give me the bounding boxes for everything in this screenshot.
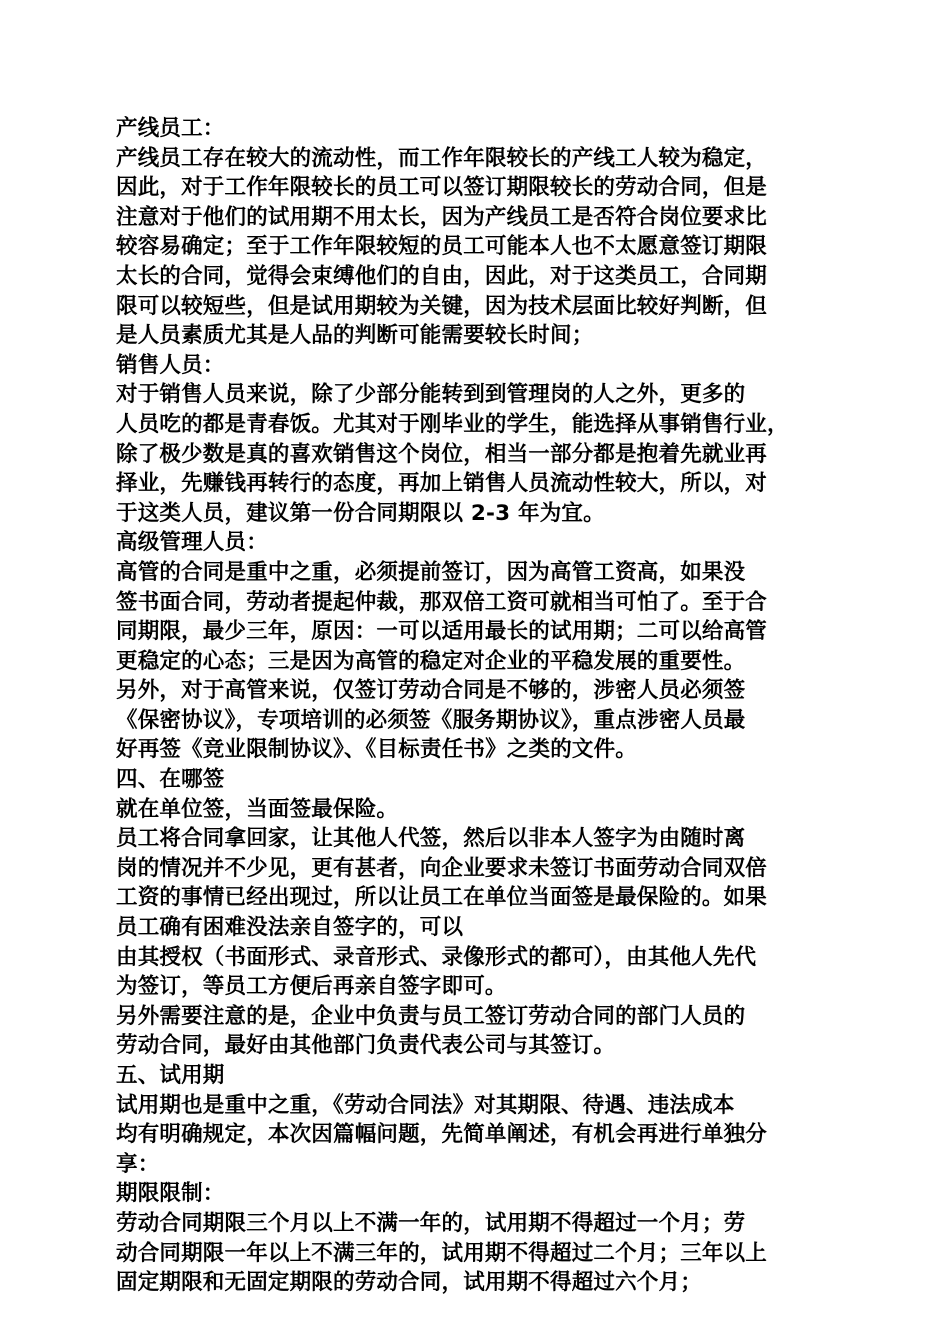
text-line: 产线员工： xyxy=(116,116,225,141)
text-line: 另外需要注意的是，企业中负责与员工签订劳动合同的部门人员的 xyxy=(116,1003,746,1029)
text-line: 五、试用期 xyxy=(116,1063,225,1088)
text-line: 择业，先赚钱再转行的态度，再加上销售人员流动性较大，所以，对 xyxy=(116,471,768,497)
text-line: 因此，对于工作年限较长的员工可以签订期限较长的劳动合同，但是 xyxy=(116,175,768,201)
text-line: 对于销售人员来说，除了少部分能转到到管理岗的人之外，更多的 xyxy=(116,382,746,408)
text-line: 产线员工存在较大的流动性，而工作年限较长的产线工人较为稳定， xyxy=(116,145,768,171)
text-line: 员工确有困难没法亲自签字的，可以 xyxy=(116,915,464,941)
text-line: 期限限制： xyxy=(116,1181,225,1207)
text-line: 动合同期限一年以上不满三年的，试用期不得超过二个月；三年以上 xyxy=(116,1240,768,1266)
text-line: 高管的合同是重中之重，必须提前签订，因为高管工资高，如果没 xyxy=(116,559,746,585)
text-line: 员工将合同拿回家，让其他人代签，然后以非本人签字为由随时离 xyxy=(116,826,746,852)
text-line: 享： xyxy=(116,1151,160,1177)
text-line: 试用期也是重中之重，《劳动合同法》对其期限、待遇、违法成本 xyxy=(116,1092,735,1118)
text-line: 是人员素质尤其是人品的判断可能需要较长时间； xyxy=(116,323,594,349)
text-line: 同期限，最少三年，原因：一可以适用最长的试用期；二可以给高管 xyxy=(116,619,768,645)
text-line: 为签订，等员工方便后再亲自签字即可。 xyxy=(116,974,507,1000)
text-line: 《保密协议》，专项培训的必须签《服务期协议》，重点涉密人员最 xyxy=(116,707,746,733)
text-line: 于这类人员，建议第一份合同期限以 2-3 年为宜。 xyxy=(116,500,605,526)
text-line: 太长的合同，觉得会束缚他们的自由，因此，对于这类员工，合同期 xyxy=(116,263,768,289)
text-line: 除了极少数是真的喜欢销售这个岗位，相当一部分都是抱着先就业再 xyxy=(116,441,768,467)
text-line: 岗的情况并不少见，更有甚者，向企业要求未签订书面劳动合同双倍 xyxy=(116,855,768,881)
text-line: 限可以较短些，但是试用期较为关键，因为技术层面比较好判断，但 xyxy=(116,293,768,319)
text-line: 销售人员： xyxy=(116,352,225,378)
text-line: 由其授权（书面形式、录音形式、录像形式的都可），由其他人先代 xyxy=(116,944,757,970)
text-line: 较容易确定；至于工作年限较短的员工可能本人也不太愿意签订期限 xyxy=(116,234,768,260)
text-line: 注意对于他们的试用期不用太长，因为产线员工是否符合岗位要求比 xyxy=(116,204,768,230)
text-line: 更稳定的心态；三是因为高管的稳定对企业的平稳发展的重要性。 xyxy=(116,648,746,674)
text-line: 均有明确规定，本次因篇幅问题，先简单阐述，有机会再进行单独分 xyxy=(116,1122,768,1148)
text-line: 人员吃的都是青春饭。尤其对于刚毕业的学生，能选择从事销售行业， xyxy=(116,411,789,437)
document-body xyxy=(116,114,840,1298)
text-line: 劳动合同期限三个月以上不满一年的，试用期不得超过一个月；劳 xyxy=(116,1210,746,1236)
text-line: 工资的事情已经出现过，所以让员工在单位当面签是最保险的。如果 xyxy=(116,885,768,911)
text-line: 签书面合同，劳动者提起仲裁，那双倍工资可就相当可怕了。至于合 xyxy=(116,589,768,615)
text-line: 另外，对于高管来说，仅签订劳动合同是不够的，涉密人员必须签 xyxy=(116,678,746,704)
text-line: 高级管理人员： xyxy=(116,530,268,556)
text-line: 就在单位签，当面签最保险。 xyxy=(116,796,399,822)
text-line: 好再签《竞业限制协议》、《目标责任书》之类的文件。 xyxy=(116,737,638,763)
text-line: 固定期限和无固定期限的劳动合同，试用期不得超过六个月； xyxy=(116,1270,702,1296)
text-line: 四、在哪签 xyxy=(116,767,225,793)
text-line: 劳动合同，最好由其他部门负责代表公司与其签订。 xyxy=(116,1033,616,1059)
